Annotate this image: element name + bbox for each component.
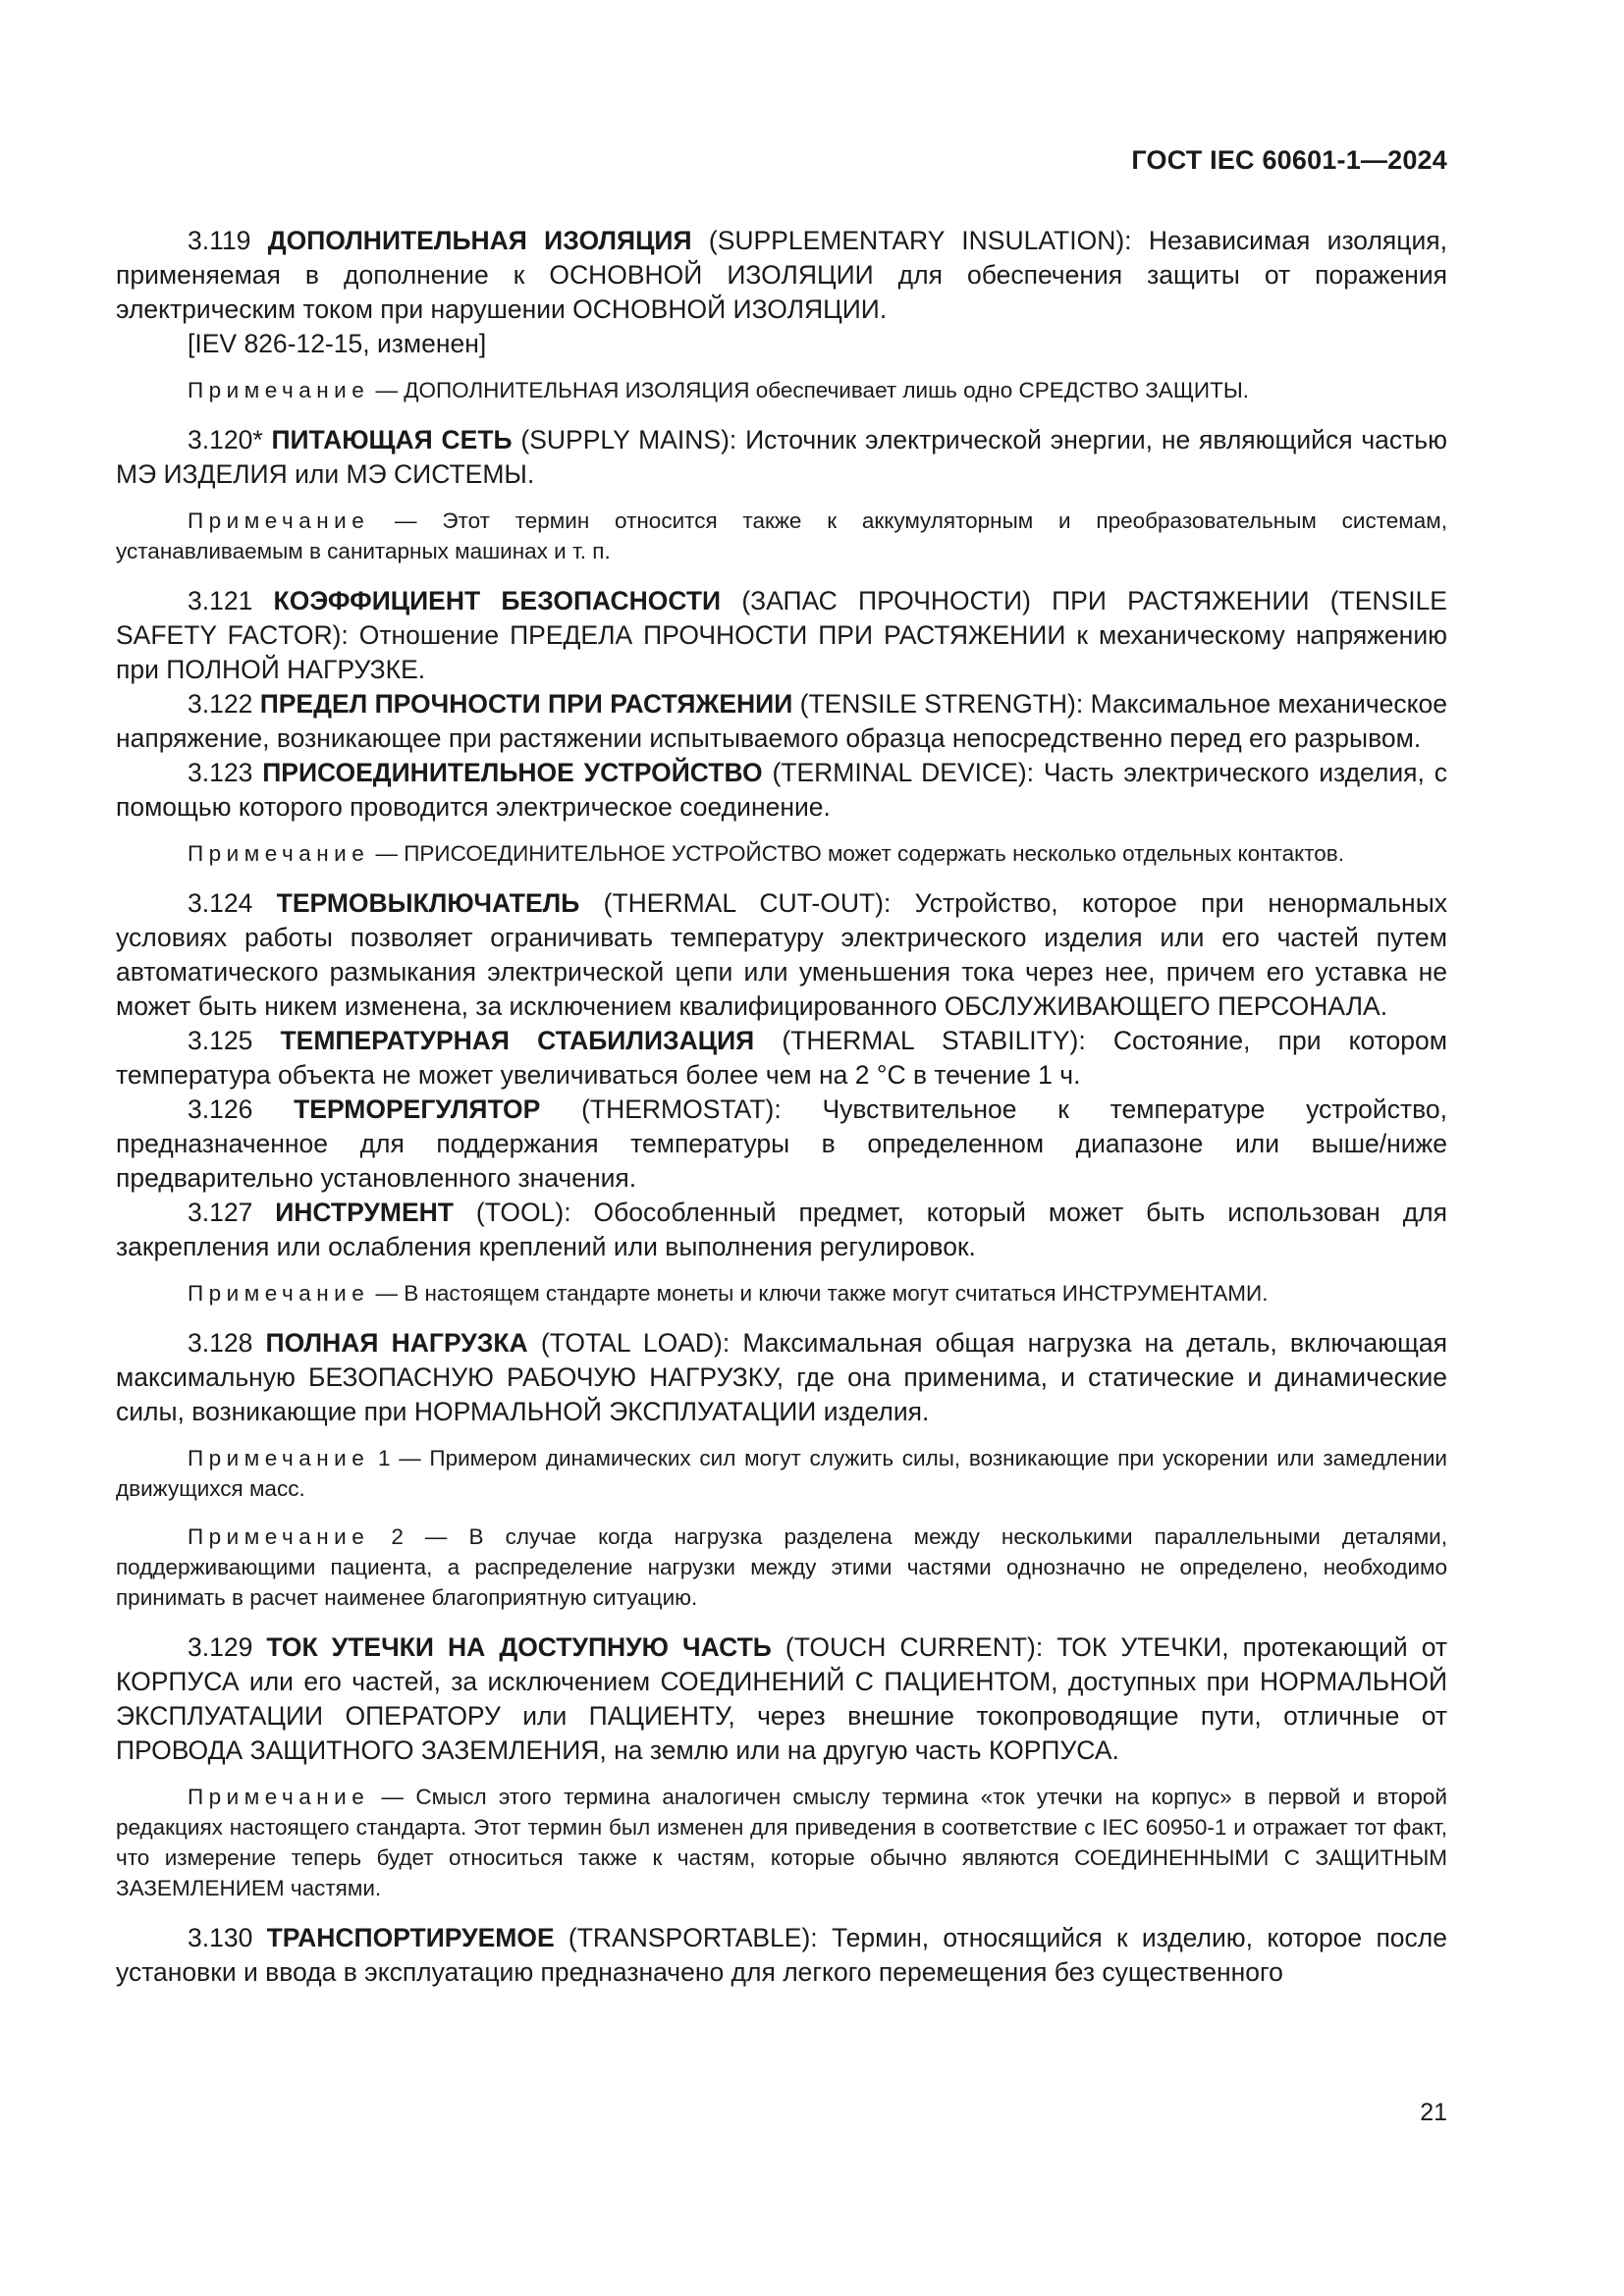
term-text: (THERMAL CUT-OUT): Устройство, которое при ненормальных условиях работы позволяет ограничивать температуру электрического изделия или его частей путем автоматического размыкания электрической цепи или уменьшения тока через нее, причем его уставка не может быть никем изменена, за исключением квалифицированного ОБСЛУЖИВАЮЩЕГО ПЕРСОНАЛА.	[116, 888, 1447, 1021]
term-title: ТРАНСПОРТИРУЕМОЕ	[266, 1923, 555, 1952]
term-text: (SUPPLEMENTARY INSULATION): Независимая изоляция, применяемая в дополнение к ОСНОВНОЙ ИЗОЛЯЦИИ для обеспечения защиты от поражения электрическим током при нарушении ОСНОВНОЙ ИЗОЛЯЦИИ.	[116, 226, 1447, 324]
definition-3-124	[116, 886, 1447, 1024]
term-text: (SUPPLY MAINS): Источник электрической энергии, не являющийся частью МЭ ИЗДЕЛИЯ или МЭ СИСТЕМЫ.	[116, 425, 1447, 489]
term-number: 3.127	[188, 1198, 253, 1227]
note-label: Примечание	[188, 841, 370, 866]
term-number: 3.125	[188, 1026, 253, 1055]
definition-3-122	[116, 687, 1447, 756]
note-text: — Этот термин относится также к аккумуляторным и преобразовательным системам, устанавливаемым в санитарных машинах и т. п.	[116, 508, 1447, 563]
document-body	[116, 224, 1447, 1990]
note-text: — ДОПОЛНИТЕЛЬНАЯ ИЗОЛЯЦИЯ обеспечивает лишь одно СРЕДСТВО ЗАЩИТЫ.	[369, 378, 1249, 402]
definition-3-119	[116, 224, 1447, 327]
term-number: 3.122	[188, 689, 253, 719]
term-text: (TOOL): Обособленный предмет, который может быть использован для закрепления или ослабления креплений или выполнения регулировок.	[116, 1198, 1447, 1261]
note-label: Примечание	[188, 508, 370, 533]
note-label: Примечание	[188, 1281, 370, 1306]
term-text: (THERMOSTAT): Чувствительное к температуре устройство, предназначенное для поддержания температуры в определенном диапазоне или выше/ниже предварительно установленного значения.	[116, 1095, 1447, 1193]
term-title: ТЕРМОВЫКЛЮЧАТЕЛЬ	[276, 888, 580, 918]
definition-3-125	[116, 1024, 1447, 1093]
term-number: 3.124	[188, 888, 253, 918]
term-text: (TERMINAL DEVICE): Часть электрического изделия, с помощью которого проводится электрическое соединение.	[116, 758, 1447, 822]
term-title: КОЭФФИЦИЕНТ БЕЗОПАСНОСТИ	[273, 586, 722, 615]
definition-3-126	[116, 1093, 1447, 1196]
term-title: ТЕРМОРЕГУЛЯТОР	[294, 1095, 541, 1124]
note-label: Примечание	[188, 1446, 370, 1470]
note-label: Примечание	[188, 1524, 370, 1549]
note	[116, 1278, 1447, 1308]
note-text: 1 — Примером динамических сил могут служить силы, возникающие при ускорении или замедлении движущихся масс.	[116, 1446, 1447, 1501]
note-label: Примечание	[188, 1785, 370, 1809]
definition-3-123	[116, 756, 1447, 825]
term-number: 3.119	[188, 226, 251, 255]
note-1	[116, 1443, 1447, 1504]
term-text: (TRANSPORTABLE): Термин, относящийся к изделию, которое после установки и ввода в эксплуатацию предназначено для легкого перемещения без существенного	[116, 1923, 1447, 1987]
term-text: (ЗАПАС ПРОЧНОСТИ) ПРИ РАСТЯЖЕНИИ (TENSILE SAFETY FACTOR): Отношение ПРЕДЕЛА ПРОЧНОСТИ ПРИ РАСТЯЖЕНИИ к механическому напряжению при ПОЛНОЙ НАГРУЗКЕ.	[116, 586, 1447, 684]
note-text: 2 — В случае когда нагрузка разделена между несколькими параллельными деталями, поддерживающими пациента, а распределение нагрузки между этими частями однозначно не определено, необходимо принимать в расчет наименее благоприятную ситуацию.	[116, 1524, 1447, 1610]
definition-3-130	[116, 1921, 1447, 1990]
note	[116, 375, 1447, 405]
definition-3-121	[116, 584, 1447, 687]
term-number: 3.130	[188, 1923, 253, 1952]
term-title: ПРЕДЕЛ ПРОЧНОСТИ ПРИ РАСТЯЖЕНИИ	[259, 689, 793, 719]
definition-3-120	[116, 423, 1447, 492]
term-text: (THERMAL STABILITY): Состояние, при котором температура объекта не может увеличиваться более чем на 2 °С в течение 1 ч.	[116, 1026, 1447, 1090]
term-title: ТЕМПЕРАТУРНАЯ СТАБИЛИЗАЦИЯ	[280, 1026, 755, 1055]
note-label: Примечание	[188, 378, 370, 402]
term-title: ИНСТРУМЕНТ	[275, 1198, 454, 1227]
note	[116, 838, 1447, 869]
note-text: — В настоящем стандарте монеты и ключи также могут считаться ИНСТРУМЕНТАМИ.	[369, 1281, 1269, 1306]
term-number: 3.123	[188, 758, 253, 787]
term-title: ПРИСОЕДИНИТЕЛЬНОЕ УСТРОЙСТВО	[262, 758, 763, 787]
reference: [IEV 826-12-15, изменен]	[188, 329, 487, 358]
term-number: 3.126	[188, 1095, 253, 1124]
definition-3-127	[116, 1196, 1447, 1264]
document-header: ГОСТ IEC 60601-1—2024	[1131, 145, 1447, 175]
definition-3-128	[116, 1326, 1447, 1429]
term-number: 3.120*	[188, 425, 263, 454]
note-text: — ПРИСОЕДИНИТЕЛЬНОЕ УСТРОЙСТВО может содержать несколько отдельных контактов.	[369, 841, 1344, 866]
term-title: ТОК УТЕЧКИ НА ДОСТУПНУЮ ЧАСТЬ	[266, 1632, 772, 1662]
term-title: ПОЛНАЯ НАГРУЗКА	[265, 1328, 528, 1358]
note	[116, 506, 1447, 566]
term-text: (TENSILE STRENGTH): Максимальное механическое напряжение, возникающее при растяжении испытываемого образца непосредственно перед его разрывом.	[116, 689, 1447, 753]
term-title: ДОПОЛНИТЕЛЬНАЯ ИЗОЛЯЦИЯ	[267, 226, 692, 255]
term-number: 3.121	[188, 586, 253, 615]
term-text: (TOTAL LOAD): Максимальная общая нагрузка на деталь, включающая максимальную БЕЗОПАСНУЮ РАБОЧУЮ НАГРУЗКУ, где она применима, и статические и динамические силы, возникающие при НОРМАЛЬНОЙ ЭКСПЛУАТАЦИИ изделия.	[116, 1328, 1447, 1426]
note-2	[116, 1522, 1447, 1613]
page-number: 21	[1420, 2099, 1447, 2126]
definition-3-129	[116, 1630, 1447, 1768]
note-text: — Смысл этого термина аналогичен смыслу термина «ток утечки на корпус» в первой и второй редакциях настоящего стандарта. Этот термин был изменен для приведения в соответствие с IEC 60950-1 и отражает тот факт, что измерение теперь будет относиться также к частям, которые обычно являются СОЕДИНЕННЫМИ С ЗАЩИТНЫМ ЗАЗЕМЛЕНИЕМ частями.	[116, 1785, 1447, 1900]
term-title: ПИТАЮЩАЯ СЕТЬ	[271, 425, 513, 454]
note	[116, 1782, 1447, 1903]
term-text: (TOUCH CURRENT): ТОК УТЕЧКИ, протекающий от КОРПУСА или его частей, за исключением СОЕДИНЕНИЙ С ПАЦИЕНТОМ, доступных при НОРМАЛЬНОЙ ЭКСПЛУАТАЦИИ ОПЕРАТОРУ или ПАЦИЕНТУ, через внешние токопроводящие пути, отличные от ПРОВОДА ЗАЩИТНОГО ЗАЗЕМЛЕНИЯ, на землю или на другую часть КОРПУСА.	[116, 1632, 1447, 1765]
term-number: 3.129	[188, 1632, 253, 1662]
term-number: 3.128	[188, 1328, 253, 1358]
